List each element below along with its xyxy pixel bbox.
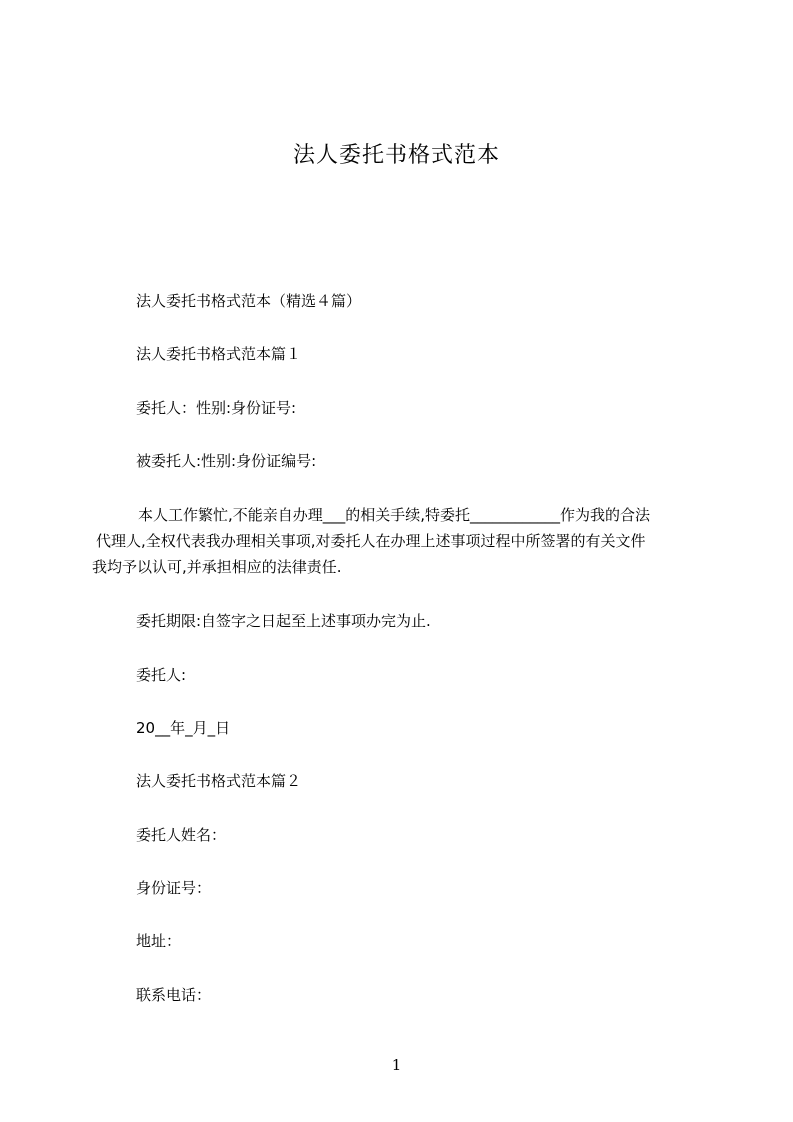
id-number-line: 身份证号： xyxy=(136,879,212,897)
principal-info-line: 委托人：性别:身份证号: xyxy=(136,399,297,417)
section-heading-1: 法人委托书格式范本篇１ xyxy=(136,345,302,363)
paragraph-row: 代理人,全权代表我办理相关事项,对委托人在办理上述事项过程中所签署的有关文件 xyxy=(96,532,646,550)
page-number: 1 xyxy=(391,1056,402,1074)
phone-line: 联系电话： xyxy=(136,986,212,1004)
address-line: 地址： xyxy=(136,932,182,950)
agent-info-line: 被委托人:性别:身份证编号: xyxy=(136,452,317,470)
section-heading-2: 法人委托书格式范本篇２ xyxy=(136,772,302,790)
authorization-paragraph xyxy=(92,502,712,580)
document-title: 法人委托书格式范本 xyxy=(292,143,500,168)
subtitle-line: 法人委托书格式范本（精选４篇） xyxy=(136,292,362,310)
paragraph-row: 本人工作繁忙,不能亲自办理___的相关手续,特委托____________作为我的合法 xyxy=(138,506,651,524)
principal-signature-line: 委托人: xyxy=(136,666,187,684)
date-line: 20__年_月_日 xyxy=(136,719,231,737)
principal-name-line: 委托人姓名： xyxy=(136,826,227,844)
paragraph-row: 我均予以认可,并承担相应的法律责任. xyxy=(92,558,342,576)
term-line: 委托期限:自签字之日起至上述事项办完为止. xyxy=(136,612,431,630)
